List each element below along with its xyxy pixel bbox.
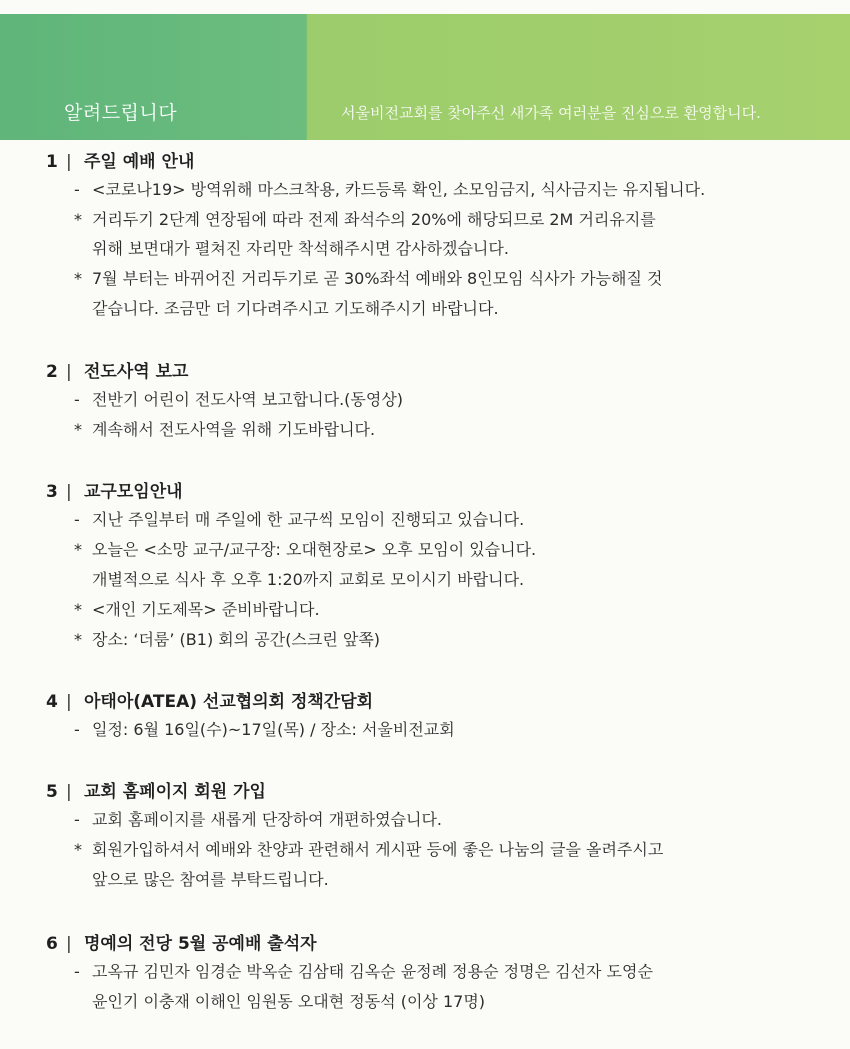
list-item: * 계속해서 전도사역을 위해 기도바랍니다. (74, 420, 376, 439)
announcement-banner (0, 14, 850, 140)
list-item: * 장소: ‘더룸’ (B1) 회의 공간(스크린 앞쪽) (74, 630, 381, 649)
banner-subtitle: 서울비전교회를 찾아주신 새가족 여러분을 진심으로 환영합니다. (341, 104, 761, 122)
list-item: - 고옥규 김민자 임경순 박옥순 김삼태 김옥순 윤정례 정용순 정명은 김선자 도영순 (74, 962, 653, 981)
list-item: * 회원가입하셔서 예배와 찬양과 관련해서 게시판 등에 좋은 나눔의 글을 올려주시고 (74, 840, 664, 859)
list-item-continuation: 같습니다. 조금만 더 기다려주시고 기도해주시기 바랍니다. (92, 299, 499, 318)
section-heading: 5 | 교회 홈페이지 회원 가입 (46, 782, 266, 802)
section-number: 6 (46, 934, 58, 954)
section-number: 5 (46, 782, 58, 802)
section-number: 4 (46, 692, 58, 712)
section-number: 3 (46, 482, 58, 502)
list-item-continuation: 윤인기 이충재 이해인 임원동 오대현 정동석 (이상 17명) (92, 992, 486, 1011)
list-item: * <개인 기도제목> 준비바랍니다. (74, 600, 320, 619)
section-heading: 3 | 교구모임안내 (46, 482, 183, 502)
section-title: 아태아(ATEA) 선교협의회 정책간담회 (84, 692, 374, 712)
list-item: * 7월 부터는 바뀌어진 거리두기로 곧 30%좌석 예배와 8인모임 식사가 가능해질 것 (74, 269, 663, 288)
list-item: * 오늘은 <소망 교구/교구장: 오대현장로> 오후 모임이 있습니다. (74, 540, 537, 559)
banner-title: 알려드립니다 (64, 102, 178, 124)
list-item: * 거리두기 2단계 연장됨에 따라 전제 좌석수의 20%에 해당되므로 2M 거리유지를 (74, 210, 656, 229)
list-item: - <코로나19> 방역위해 마스크착용, 카드등록 확인, 소모임금지, 식사금지는 유지됩니다. (74, 180, 706, 199)
section-title: 전도사역 보고 (84, 362, 189, 382)
section-title: 교회 홈페이지 회원 가입 (84, 782, 266, 802)
list-item-continuation: 개별적으로 식사 후 오후 1:20까지 교회로 모이시기 바랍니다. (92, 570, 525, 589)
list-item: - 일정: 6월 16일(수)~17일(목) / 장소: 서울비전교회 (74, 720, 455, 739)
list-item: - 지난 주일부터 매 주일에 한 교구씩 모임이 진행되고 있습니다. (74, 510, 525, 529)
section-number: 2 (46, 362, 58, 382)
section-title: 주일 예배 안내 (84, 152, 195, 172)
list-item: - 전반기 어린이 전도사역 보고합니다.(동영상) (74, 390, 404, 409)
list-item-continuation: 앞으로 많은 참여를 부탁드립니다. (92, 870, 329, 889)
section-title: 교구모임안내 (84, 482, 183, 502)
section-heading: 2 | 전도사역 보고 (46, 362, 189, 382)
list-item-continuation: 위해 보면대가 펼쳐진 자리만 착석해주시면 감사하겠습니다. (92, 239, 509, 258)
section-heading: 1 | 주일 예배 안내 (46, 152, 195, 172)
list-item: - 교회 홈페이지를 새롭게 단장하여 개편하였습니다. (74, 810, 443, 829)
section-heading: 4 | 아태아(ATEA) 선교협의회 정책간담회 (46, 692, 374, 712)
section-title: 명예의 전당 5월 공예배 출석자 (84, 934, 317, 954)
section-number: 1 (46, 152, 58, 172)
section-heading: 6 | 명예의 전당 5월 공예배 출석자 (46, 934, 317, 954)
